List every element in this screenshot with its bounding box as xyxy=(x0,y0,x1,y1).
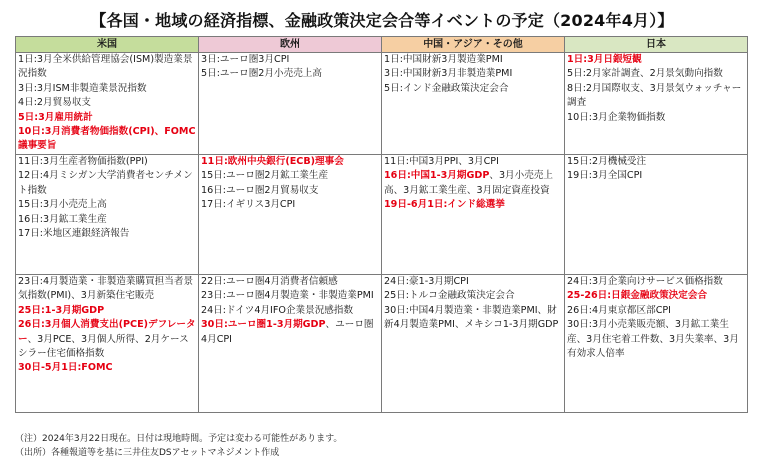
highlighted-event-text: 10日:3月消費者物価指数(CPI)、FOMC議事要旨 xyxy=(18,126,196,152)
event-text: 3日:3月ISM非製造業景況指数 xyxy=(18,82,147,94)
event-text: 12日:4月ミシガン大学消費者センチメント指数 xyxy=(18,170,193,196)
event-item xyxy=(567,169,745,183)
event-cell-japan xyxy=(565,275,748,413)
event-cell-china-asia-other xyxy=(382,275,565,413)
event-text: 23日:4月製造業・非製造業購買担当者景気指数(PMI)、3月新築住宅販売 xyxy=(18,276,194,302)
event-item xyxy=(18,318,196,361)
event-item xyxy=(384,289,562,303)
event-text: 16日:3月鉱工業生産 xyxy=(18,213,107,225)
column-header-china-asia-other: 中国・アジア・その他 xyxy=(382,37,565,53)
page-title: 【各国・地域の経済指標、金融政策決定会合等イベントの予定（2024年4月）】 xyxy=(90,11,674,30)
event-item xyxy=(384,155,562,169)
event-text: 3日:ユーロ圏3月CPI xyxy=(201,54,290,65)
event-text: 26日:4月東京都区部CPI xyxy=(567,304,672,316)
highlighted-event-text: 30日:ユーロ圏1-3月期GDP xyxy=(201,319,326,331)
event-item xyxy=(567,275,745,289)
event-item xyxy=(18,227,196,241)
event-text: 5日:ユーロ圏2月小売売上高 xyxy=(201,68,322,80)
event-text: 24日:ドイツ4月IFO企業景況感指数 xyxy=(201,304,354,316)
event-item xyxy=(18,111,196,125)
highlighted-event-text: 25日:1-3月期GDP xyxy=(18,304,105,316)
event-item xyxy=(18,213,196,227)
event-item xyxy=(384,67,562,81)
event-table xyxy=(15,36,748,413)
event-item xyxy=(18,82,196,96)
event-text: 4日:2月貿易収支 xyxy=(18,97,92,109)
event-item xyxy=(384,275,562,289)
highlighted-event-text: 25-26日:日銀金融政策決定会合 xyxy=(567,290,708,302)
event-item xyxy=(384,304,562,333)
event-item xyxy=(18,275,196,304)
event-item xyxy=(201,304,379,318)
header-row xyxy=(16,37,748,53)
event-item xyxy=(18,304,196,318)
event-text: 15日:2月機械受注 xyxy=(567,156,647,167)
event-cell-europe xyxy=(199,53,382,155)
highlighted-event-text: 26日:3月個人消費支出(PCE)デフレーター xyxy=(18,319,196,345)
event-text: 1日:3月全米供給管理協会(ISM)製造業景況指数 xyxy=(18,54,193,80)
event-item xyxy=(18,361,196,375)
event-cell-japan xyxy=(565,155,748,275)
table-row xyxy=(16,53,748,155)
event-text-continuation: 、3月PCE、3月個人所得、2月ケースシラー住宅価格指数 xyxy=(18,333,189,360)
event-item xyxy=(18,155,196,169)
table-row xyxy=(16,275,748,413)
event-item xyxy=(201,53,379,67)
event-item xyxy=(201,198,379,212)
event-cell-japan xyxy=(565,53,748,155)
event-item xyxy=(201,169,379,183)
table-row xyxy=(16,155,748,275)
event-item xyxy=(18,198,196,212)
event-item xyxy=(201,318,379,347)
event-item xyxy=(567,53,745,67)
event-text: 16日:ユーロ圏2月貿易収支 xyxy=(201,184,319,196)
event-cell-us xyxy=(16,53,199,155)
event-text: 22日:ユーロ圏4月消費者信頼感 xyxy=(201,276,338,287)
column-header-us: 米国 xyxy=(16,37,199,53)
event-text: 3日:中国財新3月非製造業PMI xyxy=(384,68,513,80)
event-text-continuation: 、3月小売売上高、3月鉱工業生産、3月固定資産投資 xyxy=(384,170,554,196)
event-text: 1日:中国財新3月製造業PMI xyxy=(384,54,503,65)
event-item xyxy=(567,318,745,361)
event-text: 23日:ユーロ圏4月製造業・非製造業PMI xyxy=(201,290,374,302)
event-item xyxy=(567,289,745,303)
event-text: 5日:2月家計調査、2月景気動向指数 xyxy=(567,68,723,80)
highlighted-event-text: 19日-6月1日:インド総選挙 xyxy=(384,199,505,211)
event-text: 10日:3月企業物価指数 xyxy=(567,111,666,123)
event-text: 24日:豪1-3月期CPI xyxy=(384,276,469,287)
event-text-continuation: 、ユーロ圏4月CPI xyxy=(201,319,374,345)
event-text: 15日:ユーロ圏2月鉱工業生産 xyxy=(201,170,329,182)
event-item xyxy=(567,304,745,318)
event-item xyxy=(384,82,562,96)
event-item xyxy=(567,155,745,169)
event-text: 30日:3月小売業販売額、3月鉱工業生産、3月住宅着工件数、3月失業率、3月有効求人倍率 xyxy=(567,319,739,360)
event-item xyxy=(18,169,196,198)
event-text: 8日:2月国際収支、3月景気ウォッチャー調査 xyxy=(567,82,742,109)
footnotes xyxy=(15,432,755,460)
highlighted-event-text: 16日:中国1-3月期GDP xyxy=(384,170,490,182)
event-text: 19日:3月全国CPI xyxy=(567,170,643,182)
event-item xyxy=(201,155,379,169)
event-cell-us xyxy=(16,155,199,275)
event-item xyxy=(18,125,196,154)
event-text: 11日:中国3月PPI、3月CPI xyxy=(384,156,499,167)
event-text: 15日:3月小売売上高 xyxy=(18,199,107,211)
column-header-europe: 欧州 xyxy=(199,37,382,53)
event-text: 5日:インド金融政策決定会合 xyxy=(384,82,509,94)
event-item xyxy=(201,184,379,198)
highlighted-event-text: 1日:3月日銀短観 xyxy=(567,54,642,65)
event-item xyxy=(384,169,562,198)
event-item xyxy=(201,275,379,289)
event-text: 25日:トルコ金融政策決定会合 xyxy=(384,290,515,302)
event-item xyxy=(567,82,745,111)
note-line: （注）2024年3月22日現在。日付は現地時間。予定は変わる可能性があります。 xyxy=(15,434,343,444)
event-text: 30日:中国4月製造業・非製造業PMI、財新4月製造業PMI、メキシコ1-3月期GDP xyxy=(384,304,559,331)
highlighted-event-text: 5日:3月雇用統計 xyxy=(18,111,93,123)
highlighted-event-text: 30日-5月1日:FOMC xyxy=(18,362,113,374)
event-item xyxy=(201,289,379,303)
event-item xyxy=(384,198,562,212)
event-item xyxy=(567,111,745,125)
event-item xyxy=(567,67,745,81)
event-text: 17日:イギリス3月CPI xyxy=(201,199,296,211)
source-line: （出所）各種報道等を基に三井住友DSアセットマネジメント作成 xyxy=(15,448,280,458)
event-item xyxy=(201,67,379,81)
event-cell-china-asia-other xyxy=(382,53,565,155)
event-text: 11日:3月生産者物価指数(PPI) xyxy=(18,156,148,167)
event-text: 24日:3月企業向けサービス価格指数 xyxy=(567,276,723,287)
highlighted-event-text: 11日:欧州中央銀行(ECB)理事会 xyxy=(201,156,344,167)
event-item xyxy=(384,53,562,67)
event-item xyxy=(18,96,196,110)
event-cell-china-asia-other xyxy=(382,155,565,275)
column-header-japan: 日本 xyxy=(565,37,748,53)
event-cell-us xyxy=(16,275,199,413)
event-cell-europe xyxy=(199,155,382,275)
event-text: 17日:米地区連銀経済報告 xyxy=(18,228,130,240)
event-cell-europe xyxy=(199,275,382,413)
event-item xyxy=(18,53,196,82)
